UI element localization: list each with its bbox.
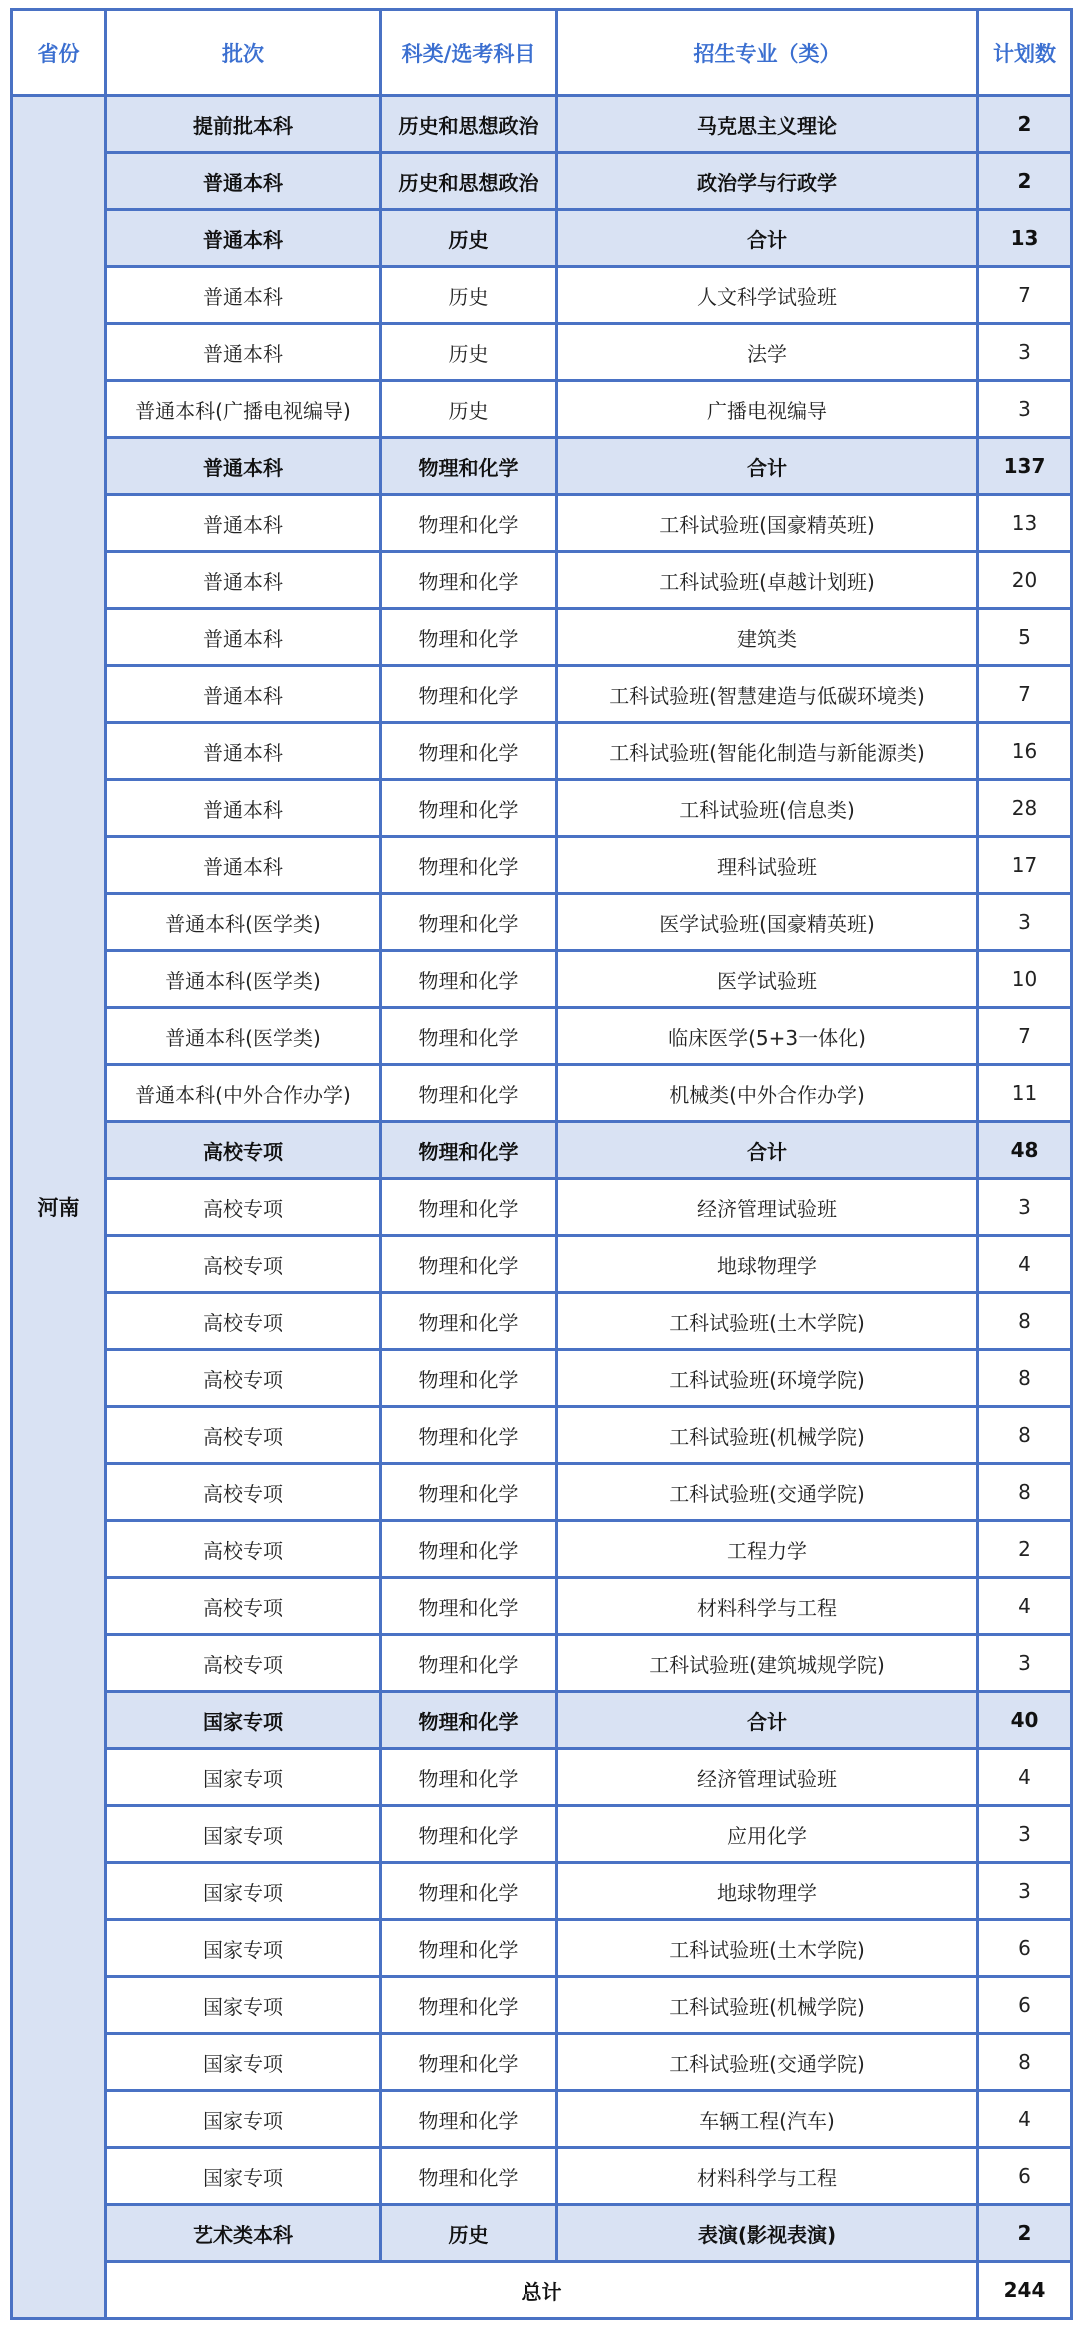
subject-cell: 物理和化学 [381, 1863, 557, 1920]
count-cell: 20 [978, 552, 1072, 609]
major-cell: 合计 [557, 1122, 978, 1179]
batch-cell: 国家专项 [106, 1977, 381, 2034]
subject-cell: 物理和化学 [381, 1635, 557, 1692]
count-cell: 8 [978, 2034, 1072, 2091]
batch-cell: 普通本科(广播电视编导) [106, 381, 381, 438]
subject-cell: 物理和化学 [381, 609, 557, 666]
count-cell: 3 [978, 894, 1072, 951]
header-subject: 科类/选考科目 [381, 10, 557, 96]
table-row [12, 1236, 1072, 1293]
major-cell: 法学 [557, 324, 978, 381]
batch-cell: 国家专项 [106, 1806, 381, 1863]
major-cell: 机械类(中外合作办学) [557, 1065, 978, 1122]
table-row [12, 495, 1072, 552]
batch-cell: 普通本科 [106, 552, 381, 609]
subject-cell: 物理和化学 [381, 1008, 557, 1065]
province-cell: 河南 [12, 96, 106, 2319]
count-cell: 11 [978, 1065, 1072, 1122]
major-cell: 建筑类 [557, 609, 978, 666]
count-cell: 17 [978, 837, 1072, 894]
count-cell: 40 [978, 1692, 1072, 1749]
major-cell: 工科试验班(交通学院) [557, 1464, 978, 1521]
table-row [12, 837, 1072, 894]
subject-cell: 物理和化学 [381, 2091, 557, 2148]
batch-cell: 国家专项 [106, 2034, 381, 2091]
batch-cell: 高校专项 [106, 1407, 381, 1464]
batch-cell: 高校专项 [106, 1122, 381, 1179]
table-row [12, 1749, 1072, 1806]
table-row [12, 1920, 1072, 1977]
count-cell: 8 [978, 1350, 1072, 1407]
batch-cell: 高校专项 [106, 1350, 381, 1407]
major-cell: 广播电视编导 [557, 381, 978, 438]
table-row [12, 1692, 1072, 1749]
count-cell: 4 [978, 1749, 1072, 1806]
table-row [12, 324, 1072, 381]
batch-cell: 高校专项 [106, 1293, 381, 1350]
subject-cell: 物理和化学 [381, 1977, 557, 2034]
count-cell: 6 [978, 1977, 1072, 2034]
major-cell: 合计 [557, 1692, 978, 1749]
count-cell: 16 [978, 723, 1072, 780]
table-row [12, 1065, 1072, 1122]
subject-cell: 物理和化学 [381, 1179, 557, 1236]
subject-cell: 物理和化学 [381, 1293, 557, 1350]
subject-cell: 历史和思想政治 [381, 96, 557, 153]
subject-cell: 物理和化学 [381, 1464, 557, 1521]
major-cell: 工科试验班(智慧建造与低碳环境类) [557, 666, 978, 723]
major-cell: 医学试验班(国豪精英班) [557, 894, 978, 951]
table-row [12, 780, 1072, 837]
subject-cell: 物理和化学 [381, 2148, 557, 2205]
subject-cell: 物理和化学 [381, 1578, 557, 1635]
batch-cell: 高校专项 [106, 1179, 381, 1236]
count-cell: 5 [978, 609, 1072, 666]
table-body [12, 96, 1072, 2319]
table-row [12, 1293, 1072, 1350]
batch-cell: 高校专项 [106, 1464, 381, 1521]
batch-cell: 艺术类本科 [106, 2205, 381, 2262]
table-row [12, 1464, 1072, 1521]
major-cell: 工科试验班(信息类) [557, 780, 978, 837]
batch-cell: 普通本科(医学类) [106, 1008, 381, 1065]
subject-cell: 物理和化学 [381, 1350, 557, 1407]
subject-cell: 物理和化学 [381, 495, 557, 552]
major-cell: 工科试验班(交通学院) [557, 2034, 978, 2091]
subject-cell: 历史 [381, 267, 557, 324]
subject-cell: 物理和化学 [381, 1521, 557, 1578]
count-cell: 4 [978, 1578, 1072, 1635]
table-row [12, 153, 1072, 210]
count-cell: 3 [978, 1635, 1072, 1692]
major-cell: 工科试验班(机械学院) [557, 1407, 978, 1464]
header-count: 计划数 [978, 10, 1072, 96]
major-cell: 临床医学(5+3一体化) [557, 1008, 978, 1065]
batch-cell: 高校专项 [106, 1578, 381, 1635]
table-row [12, 1521, 1072, 1578]
batch-cell: 普通本科(医学类) [106, 951, 381, 1008]
subject-cell: 物理和化学 [381, 837, 557, 894]
major-cell: 经济管理试验班 [557, 1749, 978, 1806]
batch-cell: 国家专项 [106, 2091, 381, 2148]
batch-cell: 普通本科 [106, 495, 381, 552]
table-row [12, 2205, 1072, 2262]
major-cell: 工科试验班(机械学院) [557, 1977, 978, 2034]
header-major: 招生专业（类） [557, 10, 978, 96]
subject-cell: 物理和化学 [381, 1407, 557, 1464]
table-row [12, 2034, 1072, 2091]
count-cell: 10 [978, 951, 1072, 1008]
subject-cell: 历史 [381, 324, 557, 381]
major-cell: 工科试验班(土木学院) [557, 1293, 978, 1350]
major-cell: 工科试验班(土木学院) [557, 1920, 978, 1977]
batch-cell: 高校专项 [106, 1635, 381, 1692]
subject-cell: 历史 [381, 381, 557, 438]
total-label: 总计 [106, 2262, 978, 2319]
major-cell: 表演(影视表演) [557, 2205, 978, 2262]
major-cell: 材料科学与工程 [557, 1578, 978, 1635]
count-cell: 7 [978, 666, 1072, 723]
subject-cell: 物理和化学 [381, 2034, 557, 2091]
batch-cell: 国家专项 [106, 2148, 381, 2205]
subject-cell: 物理和化学 [381, 723, 557, 780]
major-cell: 政治学与行政学 [557, 153, 978, 210]
subject-cell: 物理和化学 [381, 1236, 557, 1293]
count-cell: 2 [978, 2205, 1072, 2262]
table-row [12, 2091, 1072, 2148]
batch-cell: 普通本科 [106, 267, 381, 324]
major-cell: 工科试验班(建筑城规学院) [557, 1635, 978, 1692]
batch-cell: 普通本科 [106, 837, 381, 894]
count-cell: 7 [978, 267, 1072, 324]
header-province: 省份 [12, 10, 106, 96]
major-cell: 车辆工程(汽车) [557, 2091, 978, 2148]
count-cell: 7 [978, 1008, 1072, 1065]
batch-cell: 高校专项 [106, 1236, 381, 1293]
count-cell: 2 [978, 153, 1072, 210]
subject-cell: 物理和化学 [381, 1692, 557, 1749]
table-row [12, 96, 1072, 153]
major-cell: 地球物理学 [557, 1236, 978, 1293]
count-cell: 13 [978, 210, 1072, 267]
total-count: 244 [978, 2262, 1072, 2319]
enrollment-plan-table [10, 8, 1073, 2320]
count-cell: 8 [978, 1293, 1072, 1350]
subject-cell: 物理和化学 [381, 951, 557, 1008]
subject-cell: 历史 [381, 210, 557, 267]
count-cell: 28 [978, 780, 1072, 837]
batch-cell: 普通本科 [106, 609, 381, 666]
subject-cell: 物理和化学 [381, 1122, 557, 1179]
major-cell: 理科试验班 [557, 837, 978, 894]
batch-cell: 普通本科 [106, 324, 381, 381]
major-cell: 工程力学 [557, 1521, 978, 1578]
major-cell: 材料科学与工程 [557, 2148, 978, 2205]
major-cell: 工科试验班(环境学院) [557, 1350, 978, 1407]
major-cell: 医学试验班 [557, 951, 978, 1008]
total-row [12, 2262, 1072, 2319]
major-cell: 地球物理学 [557, 1863, 978, 1920]
table-row [12, 1122, 1072, 1179]
table-row [12, 2148, 1072, 2205]
table-row [12, 552, 1072, 609]
count-cell: 3 [978, 1863, 1072, 1920]
count-cell: 3 [978, 381, 1072, 438]
table-row [12, 267, 1072, 324]
subject-cell: 物理和化学 [381, 894, 557, 951]
table-row [12, 951, 1072, 1008]
count-cell: 2 [978, 96, 1072, 153]
subject-cell: 物理和化学 [381, 780, 557, 837]
count-cell: 137 [978, 438, 1072, 495]
batch-cell: 普通本科 [106, 723, 381, 780]
subject-cell: 物理和化学 [381, 1806, 557, 1863]
subject-cell: 物理和化学 [381, 1920, 557, 1977]
subject-cell: 物理和化学 [381, 438, 557, 495]
table-row [12, 1863, 1072, 1920]
table-row [12, 1407, 1072, 1464]
header-row [12, 10, 1072, 96]
major-cell: 工科试验班(卓越计划班) [557, 552, 978, 609]
major-cell: 人文科学试验班 [557, 267, 978, 324]
table-row [12, 894, 1072, 951]
table-row [12, 609, 1072, 666]
table-row [12, 666, 1072, 723]
batch-cell: 高校专项 [106, 1521, 381, 1578]
batch-cell: 国家专项 [106, 1692, 381, 1749]
count-cell: 8 [978, 1407, 1072, 1464]
subject-cell: 物理和化学 [381, 1065, 557, 1122]
table-row [12, 381, 1072, 438]
subject-cell: 物理和化学 [381, 552, 557, 609]
major-cell: 合计 [557, 438, 978, 495]
major-cell: 工科试验班(智能化制造与新能源类) [557, 723, 978, 780]
batch-cell: 普通本科 [106, 438, 381, 495]
subject-cell: 物理和化学 [381, 1749, 557, 1806]
table-row [12, 1008, 1072, 1065]
count-cell: 6 [978, 1920, 1072, 1977]
table-row [12, 210, 1072, 267]
major-cell: 工科试验班(国豪精英班) [557, 495, 978, 552]
batch-cell: 国家专项 [106, 1863, 381, 1920]
table-row [12, 723, 1072, 780]
count-cell: 3 [978, 1806, 1072, 1863]
subject-cell: 历史 [381, 2205, 557, 2262]
table-row [12, 1806, 1072, 1863]
batch-cell: 普通本科 [106, 153, 381, 210]
count-cell: 48 [978, 1122, 1072, 1179]
count-cell: 13 [978, 495, 1072, 552]
count-cell: 3 [978, 1179, 1072, 1236]
major-cell: 马克思主义理论 [557, 96, 978, 153]
major-cell: 合计 [557, 210, 978, 267]
table-row [12, 1635, 1072, 1692]
count-cell: 3 [978, 324, 1072, 381]
count-cell: 6 [978, 2148, 1072, 2205]
batch-cell: 国家专项 [106, 1920, 381, 1977]
batch-cell: 普通本科 [106, 210, 381, 267]
major-cell: 应用化学 [557, 1806, 978, 1863]
batch-cell: 普通本科 [106, 666, 381, 723]
batch-cell: 普通本科 [106, 780, 381, 837]
header-batch: 批次 [106, 10, 381, 96]
table-row [12, 438, 1072, 495]
table-row [12, 1977, 1072, 2034]
count-cell: 4 [978, 1236, 1072, 1293]
count-cell: 2 [978, 1521, 1072, 1578]
batch-cell: 提前批本科 [106, 96, 381, 153]
table-row [12, 1179, 1072, 1236]
table-row [12, 1350, 1072, 1407]
subject-cell: 历史和思想政治 [381, 153, 557, 210]
count-cell: 8 [978, 1464, 1072, 1521]
batch-cell: 普通本科(中外合作办学) [106, 1065, 381, 1122]
batch-cell: 普通本科(医学类) [106, 894, 381, 951]
batch-cell: 国家专项 [106, 1749, 381, 1806]
major-cell: 经济管理试验班 [557, 1179, 978, 1236]
table-row [12, 1578, 1072, 1635]
subject-cell: 物理和化学 [381, 666, 557, 723]
count-cell: 4 [978, 2091, 1072, 2148]
